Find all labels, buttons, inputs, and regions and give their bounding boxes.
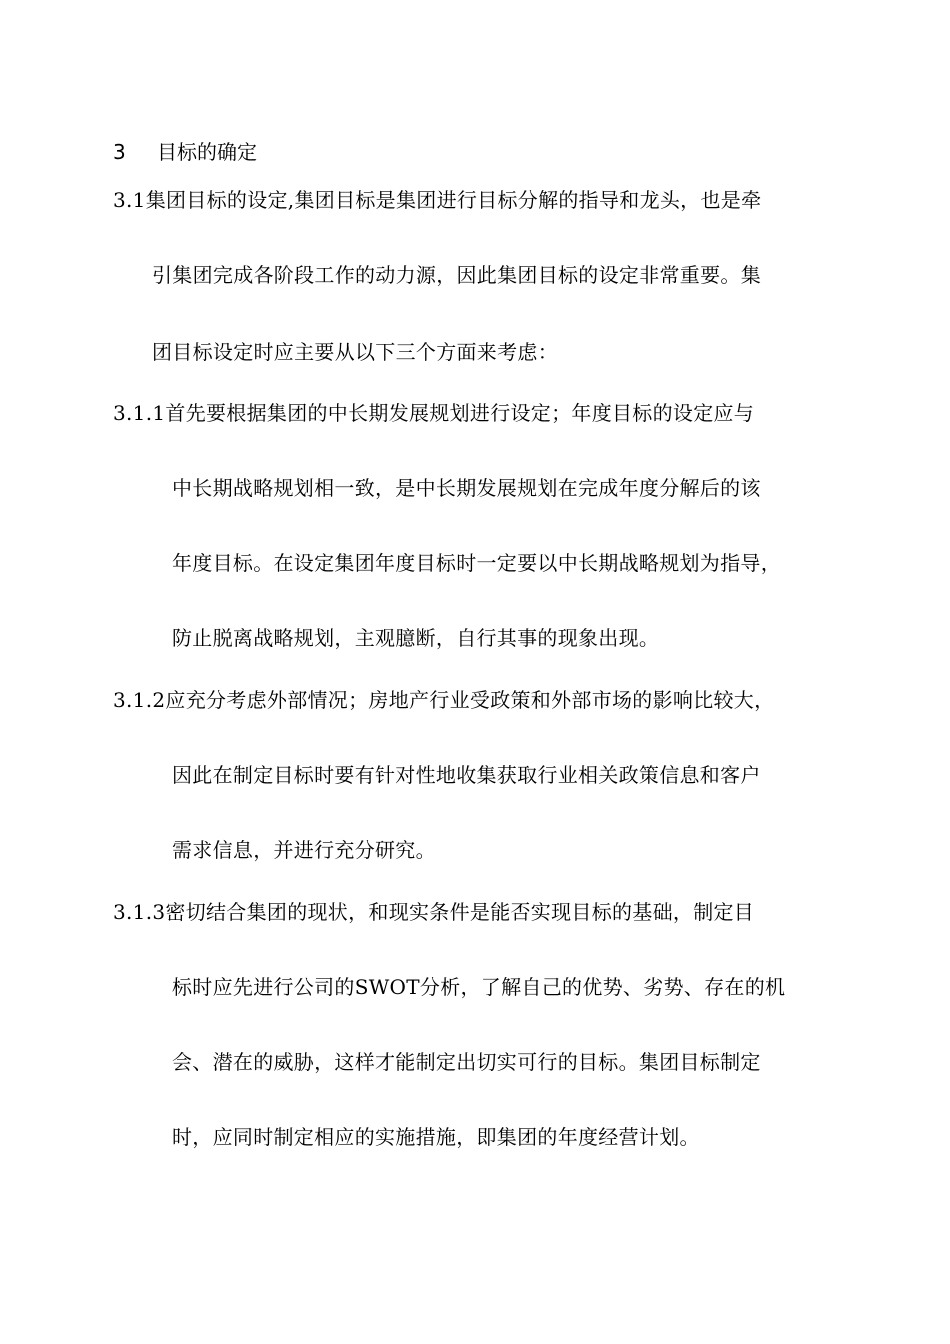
- paragraph-line: 引集团完成各阶段工作的动力源，因此集团目标的设定非常重要。集: [152, 263, 761, 287]
- paragraph-line: 标时应先进行公司的SWOT分析，了解自己的优势、劣势、存在的机: [172, 975, 786, 999]
- paragraph-line: 中长期战略规划相一致，是中长期发展规划在完成年度分解后的该: [172, 476, 761, 500]
- paragraph-line: 需求信息，并进行充分研究。: [172, 838, 436, 862]
- paragraph-line: 年度目标。在设定集团年度目标时一定要以中长期战略规划为指导，: [172, 551, 781, 575]
- section-title: 目标的确定: [157, 140, 257, 164]
- paragraph-line: 因此在制定目标时要有针对性地收集获取行业相关政策信息和客户: [172, 763, 761, 787]
- section-number: 3: [113, 140, 126, 164]
- paragraph-line: 3.1.2应充分考虑外部情况；房地产行业受政策和外部市场的影响比较大，: [113, 688, 775, 712]
- paragraph-line: 防止脱离战略规划，主观臆断，自行其事的现象出现。: [172, 626, 660, 650]
- section-heading: [113, 138, 257, 166]
- paragraph-line: 3.1.1首先要根据集团的中长期发展规划进行设定；年度目标的设定应与: [113, 401, 755, 425]
- paragraph-line: 团目标设定时应主要从以下三个方面来考虑：: [152, 340, 558, 364]
- paragraph-line: 3.1.3密切结合集团的现状，和现实条件是能否实现目标的基础，制定目: [113, 900, 755, 924]
- paragraph-line: 时，应同时制定相应的实施措施，即集团的年度经营计划。: [172, 1125, 700, 1149]
- paragraph-line: 3.1集团目标的设定,集团目标是集团进行目标分解的指导和龙头，也是牵: [113, 188, 762, 212]
- paragraph-line: 会、潜在的威胁，这样才能制定出切实可行的目标。集团目标制定: [172, 1050, 761, 1074]
